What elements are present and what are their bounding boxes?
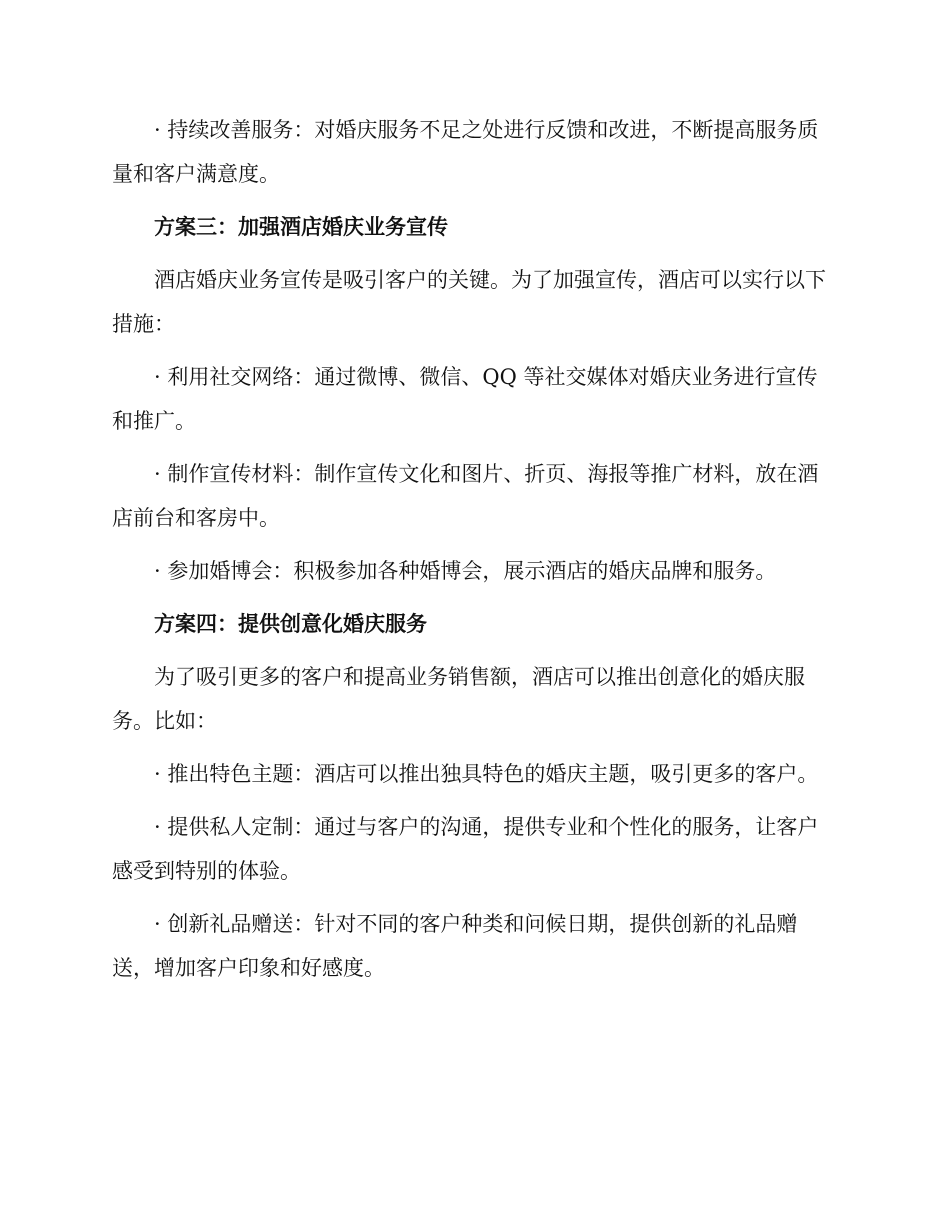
- bullet-private-customization: · 提供私人定制：通过与客户的沟通，提供专业和个性化的服务，让客户感受到特别的体验。: [112, 815, 819, 883]
- bullet-social-network: · 利用社交网络：通过微博、微信、QQ 等社交媒体对婚庆业务进行宣传和推广。: [112, 365, 818, 433]
- body-paragraph-creative-service: 为了吸引更多的客户和提高业务销售额，酒店可以推出创意化的婚庆服务。比如：: [112, 665, 805, 733]
- bullet-continuous-improvement: · 持续改善服务：对婚庆服务不足之处进行反馈和改进，不断提高服务质量和客户满意度。: [112, 118, 819, 186]
- document-page: [112, 108, 836, 990]
- bullet-creative-gifts: · 创新礼品赠送：针对不同的客户种类和问候日期，提供创新的礼品赠送，增加客户印象和好感度。: [112, 912, 798, 980]
- bullet-themed-weddings: · 推出特色主题：酒店可以推出独具特色的婚庆主题，吸引更多的客户。: [154, 762, 819, 786]
- bullet-wedding-expo: · 参加婚博会：积极参加各种婚博会，展示酒店的婚庆品牌和服务。: [154, 559, 777, 583]
- body-paragraph-promotion: 酒店婚庆业务宣传是吸引客户的关键。为了加强宣传，酒店可以实行以下措施：: [112, 268, 826, 336]
- section-heading-plan-four: 方案四：提供创意化婚庆服务: [154, 611, 427, 636]
- bullet-promo-materials: · 制作宣传材料：制作宣传文化和图片、折页、海报等推广材料，放在酒店前台和客房中。: [112, 462, 819, 530]
- section-heading-plan-three: 方案三：加强酒店婚庆业务宣传: [154, 214, 448, 239]
